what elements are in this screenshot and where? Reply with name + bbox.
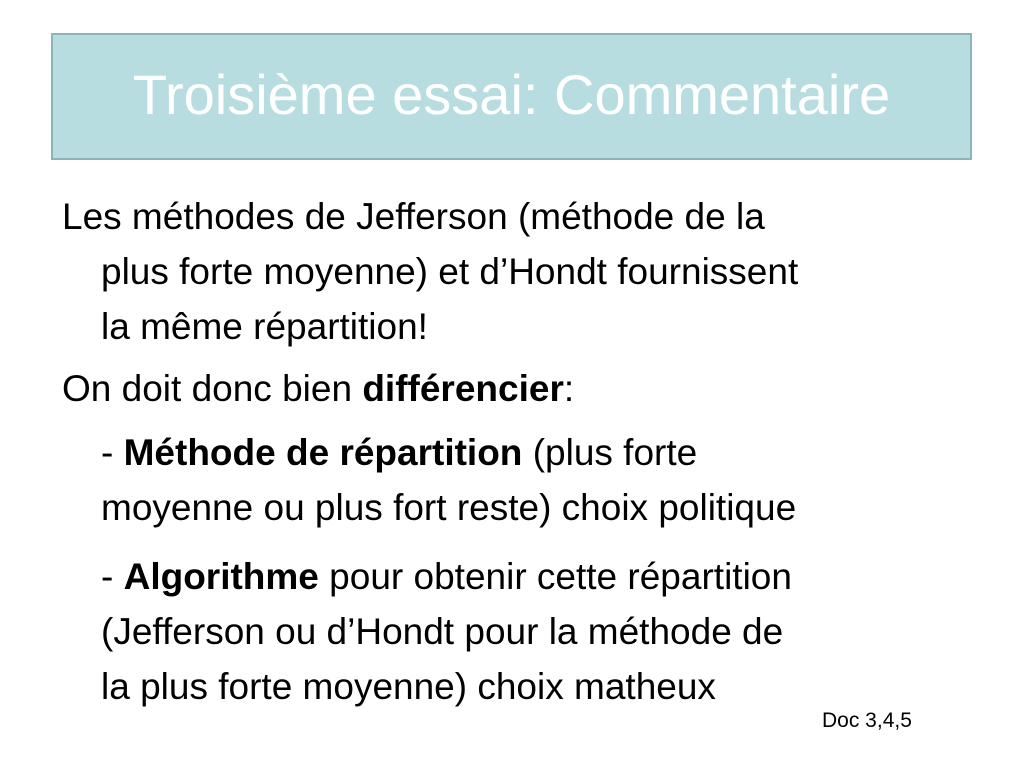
paragraph-jefferson-hondt xyxy=(62,189,982,354)
paragraph1-line1: Les méthodes de Jefferson (méthode de la xyxy=(62,196,765,237)
item2-line3: la plus forte moyenne) choix matheux xyxy=(101,666,716,707)
item1-line2: moyenne ou plus fort reste) choix politique xyxy=(101,487,797,528)
item2-rest: pour obtenir cette répartition xyxy=(318,556,792,597)
paragraph2-suffix: : xyxy=(563,368,575,409)
doc-reference: Doc 3,4,5 xyxy=(822,709,912,732)
item1-line1 xyxy=(101,425,796,480)
item1-dash: - xyxy=(101,432,124,473)
item2-line2: (Jefferson ou d’Hondt pour la méthode de xyxy=(101,611,784,652)
list-item-methode-repartition xyxy=(101,425,796,535)
item2-line1 xyxy=(101,549,792,604)
item2-bold: Algorithme xyxy=(123,556,319,597)
item1-bold: Méthode de répartition xyxy=(123,432,523,473)
item2-dash: - xyxy=(101,556,124,597)
list-item-algorithme xyxy=(101,549,792,714)
paragraph1-line3: la même répartition! xyxy=(101,306,428,347)
paragraph2-prefix: On doit donc bien xyxy=(62,368,363,409)
paragraph1-line2: plus forte moyenne) et d’Hondt fournissent xyxy=(101,251,799,292)
paragraph-differencier xyxy=(62,361,574,416)
item1-rest: (plus forte xyxy=(522,432,698,473)
slide-title: Troisième essai: Commentaire xyxy=(132,63,891,126)
paragraph2-bold: différencier xyxy=(362,368,564,409)
